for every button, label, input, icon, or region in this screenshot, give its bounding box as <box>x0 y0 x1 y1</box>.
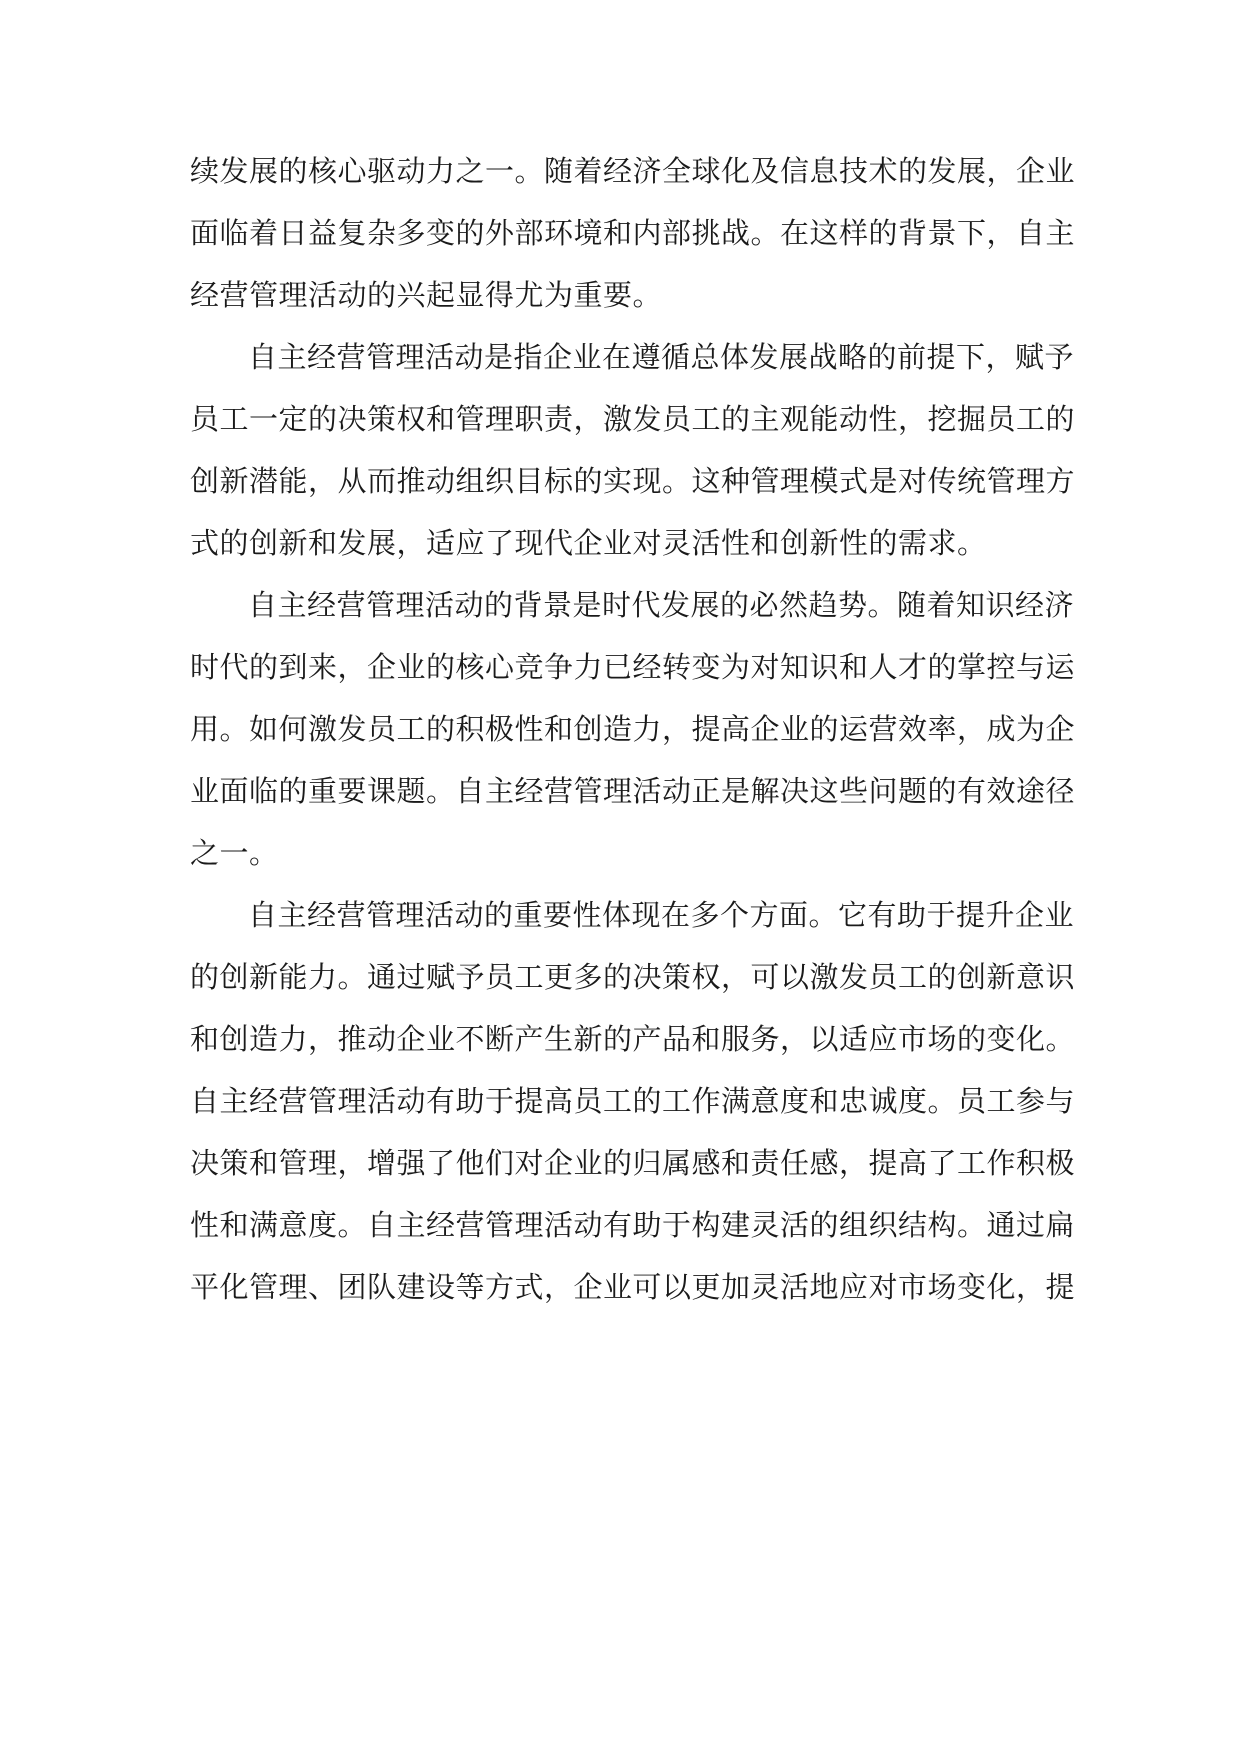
text-line: 平化管理、团队建设等方式，企业可以更加灵活地应对市场变化，提 <box>190 1270 1076 1304</box>
text-line: 用。如何激发员工的积极性和创造力，提高企业的运营效率，成为企 <box>190 712 1076 746</box>
text-line: 性和满意度。自主经营管理活动有助于构建灵活的组织结构。通过扁 <box>190 1208 1076 1242</box>
text-line: 自主经营管理活动的背景是时代发展的必然趋势。随着知识经济 <box>248 588 1075 622</box>
text-line: 决策和管理，增强了他们对企业的归属感和责任感，提高了工作积极 <box>190 1146 1076 1180</box>
text-line: 时代的到来，企业的核心竞争力已经转变为对知识和人才的掌控与运 <box>190 650 1076 684</box>
text-line: 之一。 <box>190 836 279 870</box>
text-line: 续发展的核心驱动力之一。随着经济全球化及信息技术的发展，企业 <box>190 154 1076 188</box>
text-line: 经营管理活动的兴起显得尤为重要。 <box>190 278 663 312</box>
text-line: 和创造力，推动企业不断产生新的产品和服务，以适应市场的变化。 <box>190 1022 1076 1056</box>
text-line: 自主经营管理活动是指企业在遵循总体发展战略的前提下，赋予 <box>248 340 1075 374</box>
text-line: 员工一定的决策权和管理职责，激发员工的主观能动性，挖掘员工的 <box>190 402 1076 436</box>
text-line: 面临着日益复杂多变的外部环境和内部挑战。在这样的背景下，自主 <box>190 216 1076 250</box>
text-line: 自主经营管理活动有助于提高员工的工作满意度和忠诚度。员工参与 <box>190 1084 1076 1118</box>
text-line: 创新潜能，从而推动组织目标的实现。这种管理模式是对传统管理方 <box>190 464 1076 498</box>
text-line: 式的创新和发展，适应了现代企业对灵活性和创新性的需求。 <box>190 526 987 560</box>
text-line: 业面临的重要课题。自主经营管理活动正是解决这些问题的有效途径 <box>190 774 1076 808</box>
text-line: 的创新能力。通过赋予员工更多的决策权，可以激发员工的创新意识 <box>190 960 1076 994</box>
text-line: 自主经营管理活动的重要性体现在多个方面。它有助于提升企业 <box>248 898 1075 932</box>
body-text <box>190 140 1076 1318</box>
